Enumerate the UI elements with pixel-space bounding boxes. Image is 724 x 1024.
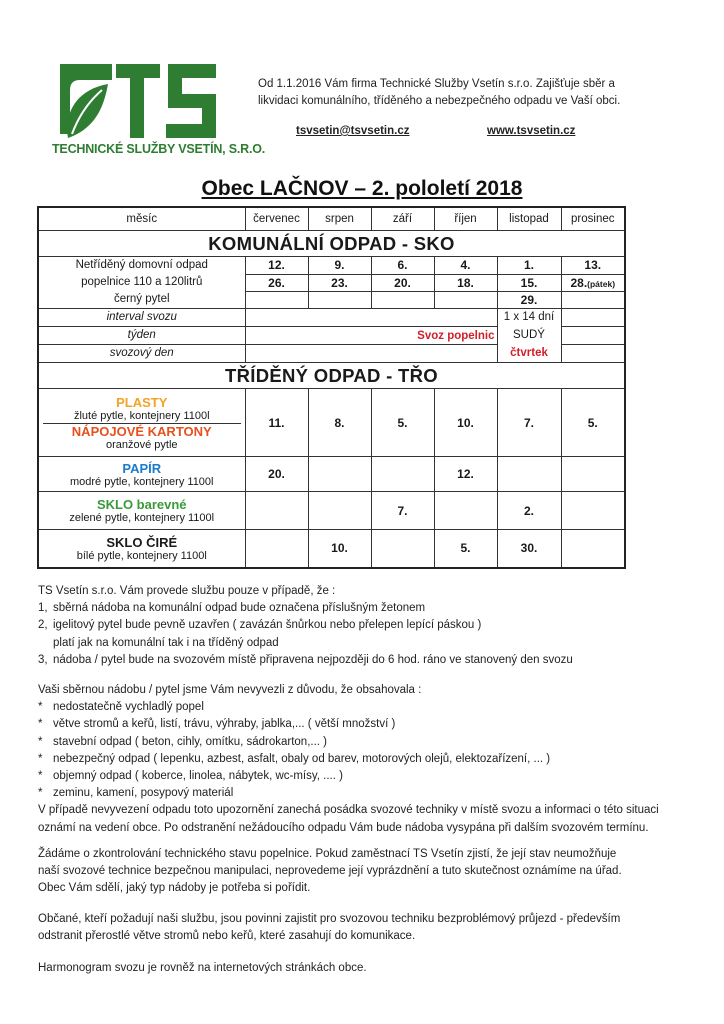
plastics-value: 8. [308, 389, 371, 457]
plastics-value: 10. [434, 389, 497, 457]
month-sep: září [371, 207, 434, 231]
month-dec: prosinec [561, 207, 625, 231]
check-line-1: Žádáme o zkontrolování technického stavu popelnice. Pokud zaměstnací TS Vsetín zjistí, že její stav neumožňuje [38, 848, 617, 860]
paper-value: 20. [245, 457, 308, 492]
interval-value: 1 x 14 dní [503, 311, 555, 324]
ts-letters-icon [116, 64, 216, 138]
month-nov: listopad [497, 207, 561, 231]
week-row [38, 327, 625, 345]
sko-value: 23. [308, 274, 371, 291]
reason-item: * větve stromů a keřů, listí, trávu, výhraby, jablka,... ( větší množství ) [38, 718, 396, 731]
access-line-1: Občané, kteří požadují naši službu, jsou povinni zajistit pro svozovou techniku bezproblémový průjezd - především [38, 913, 621, 925]
month-oct: říjen [434, 207, 497, 231]
paper-value: 12. [434, 457, 497, 492]
paper-value [561, 457, 625, 492]
glass-clear-label-cell [38, 530, 245, 568]
leaf-icon [60, 64, 112, 138]
day-row [38, 345, 625, 363]
unsorted-label-1: Netříděný domovní odpad [38, 257, 245, 275]
intro-text: Od 1.1.2016 Vám firma Technické Služby Vsetín s.r.o. Zajišťuje sběr a likvidaci komunálního, tříděného a nebezpečného odpadu ve Vaší obci. [258, 78, 621, 107]
reason-item: * nedostatečně vychladlý popel [38, 701, 204, 714]
reason-item: * zeminu, kamení, posypový materiál [38, 787, 234, 800]
plastics-value: 11. [245, 389, 308, 457]
reason-item: * stavební odpad ( beton, cihly, omítku, sádrokarton,... ) [38, 735, 328, 748]
reasons-intro: Vaši sběrnou nádobu / pytel jsme Vám nevyvezli z důvodu, že obsahovala : [38, 684, 422, 696]
day-value: čtvrtek [510, 346, 548, 359]
warning-line-1: V případě nevyvezení odpadu toto upozornění zanechá posádka svozové techniky v místě svozu a informaci o této situaci [38, 804, 659, 817]
sko-value: 13. [561, 257, 625, 275]
glass-colored-sub: zelené pytle, kontejnery 1100l [69, 512, 215, 524]
sko-value-dec: 28.(pátek) [561, 274, 625, 291]
week-label: týden [38, 327, 245, 345]
glass-clear-title: SKLO ČIRÉ [106, 534, 178, 550]
glass-clear-row [38, 530, 625, 568]
sko-value: 18. [434, 274, 497, 291]
glass-clear-value [371, 530, 434, 568]
glass-colored-value [561, 492, 625, 530]
month-jul: červenec [245, 207, 308, 231]
interval-label: interval svozu [38, 309, 245, 327]
plastics-title: PLASTY [116, 394, 168, 410]
condition-2: 2, igelitový pytel bude pevně uzavřen ( zavázán šnůrkou nebo přelepen lepící páskou ) [38, 619, 482, 632]
sko-value-nov: 29. [497, 291, 561, 309]
reason-item: * objemný odpad ( koberce, linolea, nábytek, wc-mísy, .... ) [38, 770, 343, 783]
friday-note: (pátek) [587, 278, 616, 289]
paper-label-cell [38, 457, 245, 492]
sko-value: 15. [497, 274, 561, 291]
reason-item: * nebezpečný odpad ( lepenku, azbest, asfalt, obaly od barev, motorových olejů, elektozařízení, ... ) [38, 752, 551, 765]
conditions-block [38, 583, 688, 669]
unsorted-label-2: popelnice 110 a 120litrů [38, 274, 245, 291]
plastics-value: 5. [561, 389, 625, 457]
sko-value: 26. [245, 274, 308, 291]
glass-colored-value: 7. [371, 492, 434, 530]
sko-value: 9. [308, 257, 371, 275]
paper-sub: modré pytle, kontejnery 1100l [70, 475, 214, 488]
ts-logo [52, 56, 222, 156]
section-tro-heading: TŘÍDĚNÝ ODPAD - TŘO [38, 363, 625, 389]
warning-line-2: oznámí na vedení obce. Po odstranění nežádoucího odpadu Vám bude nádoba vysypána při dalším svozovém termínu. [38, 821, 649, 834]
day-label: svozový den [38, 345, 245, 363]
cartons-title: NÁPOJOVÉ KARTONY [71, 423, 212, 439]
sko-row-1 [38, 257, 625, 275]
reasons-block [38, 682, 688, 837]
section-sko-heading: KOMUNÁLNÍ ODPAD - SKO [38, 231, 625, 257]
glass-clear-value: 30. [497, 530, 561, 568]
black-bag-label: černý pytel [38, 291, 245, 309]
company-name: TECHNICKÉ SLUŽBY VSETÍN, S.R.O. [52, 142, 266, 156]
email-link[interactable]: tsvsetin@tsvsetin.cz [296, 125, 410, 137]
pickup-label: Svoz popelnic [245, 327, 497, 345]
condition-2b: platí jak na komunální tak i na tříděný odpad [53, 636, 279, 649]
paper-title: PAPÍR [122, 460, 162, 476]
glass-colored-value: 2. [497, 492, 561, 530]
glass-clear-value [561, 530, 625, 568]
glass-colored-value [308, 492, 371, 530]
paper-value [497, 457, 561, 492]
sko-value: 4. [434, 257, 497, 275]
web-note: Harmonogram svozu je rovněž na internetových stránkách obce. [38, 962, 367, 974]
month-aug: srpen [308, 207, 371, 231]
condition-1: 1, sběrná nádoba na komunální odpad bude označena příslušným žetonem [38, 602, 426, 615]
plastics-row [38, 389, 625, 457]
page-title: Obec LAČNOV – 2. pololetí 2018 [201, 177, 523, 200]
glass-colored-value [434, 492, 497, 530]
conditions-intro: TS Vsetín s.r.o. Vám provede službu pouze v případě, že : [38, 585, 336, 597]
paper-row [38, 457, 625, 492]
schedule-table [37, 206, 626, 569]
glass-clear-value: 5. [434, 530, 497, 568]
glass-colored-value [245, 492, 308, 530]
plastics-label-cell [38, 389, 245, 457]
plastics-sub: žluté pytle, kontejnery 1100l [43, 410, 241, 424]
condition-3: 3, nádoba / pytel bude na svozovém místě připravena nejpozději do 6 hod. ráno ve stanovený den svozu [38, 653, 573, 666]
check-block [38, 846, 688, 898]
month-header-row [38, 207, 625, 231]
check-line-3: Obec Vám sdělí, jaký typ nádoby je potřeba si pořídit. [38, 882, 311, 895]
sko-row-3 [38, 291, 625, 309]
interval-row [38, 309, 625, 327]
sko-value: 20. [371, 274, 434, 291]
check-line-2: naší svozové technice bezpečnou manipulaci, neprovedeme její vyprázdnění a tuto skutečnost oznámíme na úřad. [38, 865, 622, 878]
paper-value [371, 457, 434, 492]
cartons-sub: oranžové pytle [105, 438, 178, 451]
plastics-value: 7. [497, 389, 561, 457]
sko-row-2 [38, 274, 625, 291]
glass-clear-value: 10. [308, 530, 371, 568]
access-block [38, 911, 688, 945]
month-header: měsíc [38, 207, 245, 231]
sko-value: 12. [245, 257, 308, 275]
plastics-value: 5. [371, 389, 434, 457]
glass-clear-sub: bílé pytle, kontejnery 1100l [76, 549, 207, 562]
sko-value: 6. [371, 257, 434, 275]
sko-value: 1. [497, 257, 561, 275]
access-line-2: odstranit přerostlé větve stromů nebo keřů, které zasahují do komunikace. [38, 930, 416, 943]
glass-colored-row [38, 492, 625, 530]
glass-clear-value [245, 530, 308, 568]
glass-colored-title: SKLO barevné [96, 497, 187, 512]
glass-colored-label-cell [38, 492, 245, 530]
paper-value [308, 457, 371, 492]
week-value: SUDÝ [513, 329, 545, 341]
website-link[interactable]: www.tsvsetin.cz [487, 125, 576, 137]
